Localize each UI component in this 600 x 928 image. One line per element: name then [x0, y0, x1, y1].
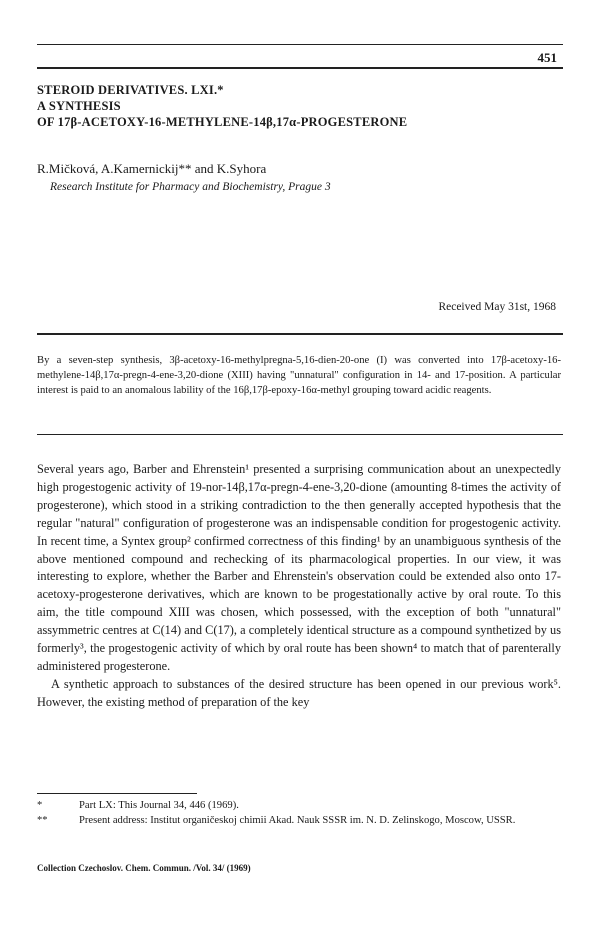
body-text — [37, 461, 561, 712]
footnote — [37, 799, 561, 814]
body-paragraph-2: A synthetic approach to substances of the desired structure has been opened in our previous work⁵. However, the existing method of preparation of the key — [37, 676, 561, 709]
header-rule-bold — [37, 67, 563, 69]
article-title — [37, 82, 577, 130]
abstract-bottom-rule — [37, 434, 563, 435]
footnote-text: Present address: Institut organičeskoj chimii Akad. Nauk SSSR im. N. D. Zelinskogo, Moscow, USSR. — [79, 814, 516, 826]
title-line-2: A SYNTHESIS — [37, 99, 121, 113]
title-line-1: STEROID DERIVATIVES. LXI.* — [37, 83, 224, 97]
body-paragraph-1: Several years ago, Barber and Ehrenstein¹ presented a surprising communication about an unexpectedly high progestogenic activity of 19-nor-14β,17α-pregn-4-ene-3,20-dione (amounting 8-times the activity of progesterone), which stood in a striking contradiction to the then generally accepted hypothesis that the regular "natural" configuration of progesterone was an indispensable condition for progestogenic activity. In recent time, a Syntex group² confirmed correctness of this finding¹ by an unambiguous synthesis of the above mentioned compound and rechecking of its pharmacological properties. In our view, it was interesting to explore, whether the Barber and Ehrenstein's observation could be extended also onto 17-acetoxy-progesterone derivatives, which are known to be progestationally active by oral route. To this aim, the title compound XIII was chosen, which possessed, with the exception of both "unnatural" assymmetric centres at C(14) and C(17), a completely identical structure as a compound synthetized by us formerly³, the progestogenic activity of which by oral route has been shown⁴ to match that of parenterally administered progesterone. — [37, 462, 561, 673]
footnote — [37, 814, 561, 829]
authors: R.Mičková, A.Kamernickij** and K.Syhora — [37, 161, 267, 176]
footnotes — [37, 799, 561, 828]
abstract-top-rule — [37, 333, 563, 335]
footnote-mark: ** — [37, 814, 48, 826]
received-date: Received May 31st, 1968 — [438, 301, 556, 313]
header-rule — [37, 44, 563, 45]
abstract: By a seven-step synthesis, 3β-acetoxy-16-methylpregna-5,16-dien-20-one (I) was converted into 17β-acetoxy-16-methylene-14β,17α-pregn-4-ene-3,20-dione (XIII) having "unnatural" configuration in 14- and 17-position. A particular interest is paid to an anomalous lability of the 16β,17β-epoxy-16α-methyl grouping toward acidic reagents. — [37, 355, 561, 397]
footnote-rule — [37, 793, 197, 794]
journal-footer: Collection Czechoslov. Chem. Commun. /Vol. 34/ (1969) — [37, 863, 251, 873]
affiliation: Research Institute for Pharmacy and Biochemistry, Prague 3 — [50, 181, 331, 193]
title-line-3: OF 17β-ACETOXY-16-METHYLENE-14β,17α-PROGESTERONE — [37, 115, 408, 129]
page-number: 451 — [537, 50, 557, 65]
footnote-text: Part LX: This Journal 34, 446 (1969). — [79, 800, 239, 811]
footnote-mark: * — [37, 800, 43, 811]
